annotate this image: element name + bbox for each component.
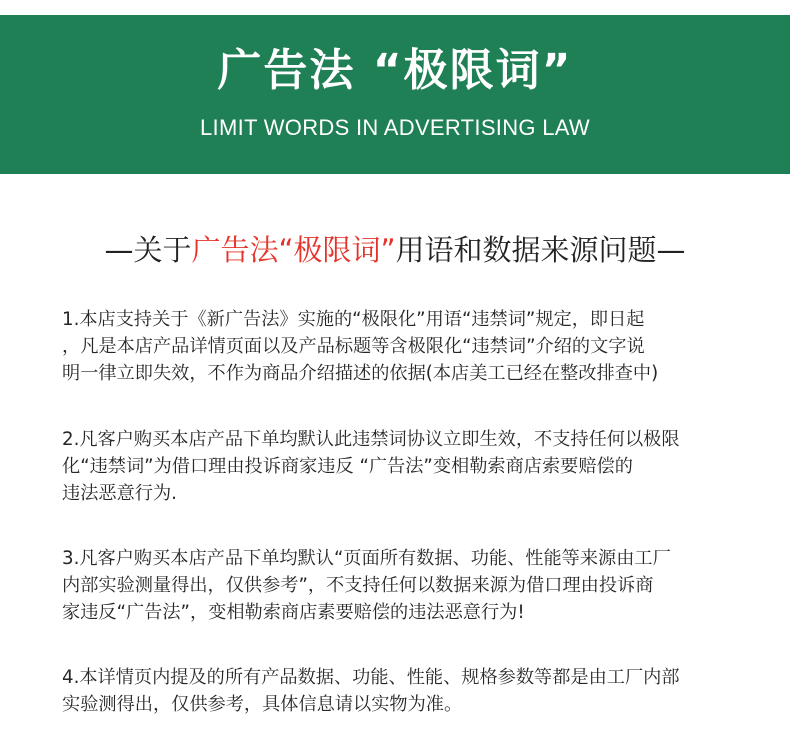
header-banner xyxy=(0,15,790,174)
paragraph-line: 违法恶意行为. xyxy=(62,483,177,504)
heading-prefix: —关于 xyxy=(104,233,192,267)
paragraph-line: ，凡是本店产品详情页面以及产品标题等含极限化“违禁词”介绍的文字说 xyxy=(62,336,645,357)
heading-suffix: 用语和数据来源问题— xyxy=(395,233,686,267)
paragraph-line: 化“违禁词”为借口理由投诉商家违反 “广告法”变相勒索商店索要赔偿的 xyxy=(62,456,633,477)
paragraph-line: 2.凡客户购买本店产品下单均默认此违禁词协议立即生效，不支持任何以极限 xyxy=(62,429,680,450)
section-heading xyxy=(0,230,790,270)
banner-subtitle: LIMIT WORDS IN ADVERTISING LAW xyxy=(200,115,590,140)
heading-highlight: 广告法“极限词” xyxy=(191,233,396,267)
notice-paragraph-1 xyxy=(62,306,752,387)
notice-paragraph-2 xyxy=(62,426,752,507)
paragraph-line: 明一律立即失效，不作为商品介绍描述的依据(本店美工已经在整改排查中) xyxy=(62,363,659,384)
paragraph-line: 实验测得出，仅供参考，具体信息请以实物为准。 xyxy=(62,694,463,715)
paragraph-line: 内部实验测量得出，仅供参考”，不支持任何以数据来源为借口理由投诉商 xyxy=(62,575,654,596)
paragraph-line: 1.本店支持关于《新广告法》实施的“极限化”用语“违禁词”规定，即日起 xyxy=(62,309,645,330)
notice-paragraph-3 xyxy=(62,545,752,626)
paragraph-line: 3.凡客户购买本店产品下单均默认“页面所有数据、功能、性能等来源由工厂 xyxy=(62,548,671,569)
banner-title: 广告法 “极限词” xyxy=(217,45,573,96)
paragraph-line: 家违反“广告法”，变相勒索商店素要赔偿的违法恶意行为! xyxy=(62,602,525,623)
paragraph-line: 4.本详情页内提及的所有产品数据、功能、性能、规格参数等都是由工厂内部 xyxy=(62,667,680,688)
notice-paragraph-4 xyxy=(62,664,752,718)
